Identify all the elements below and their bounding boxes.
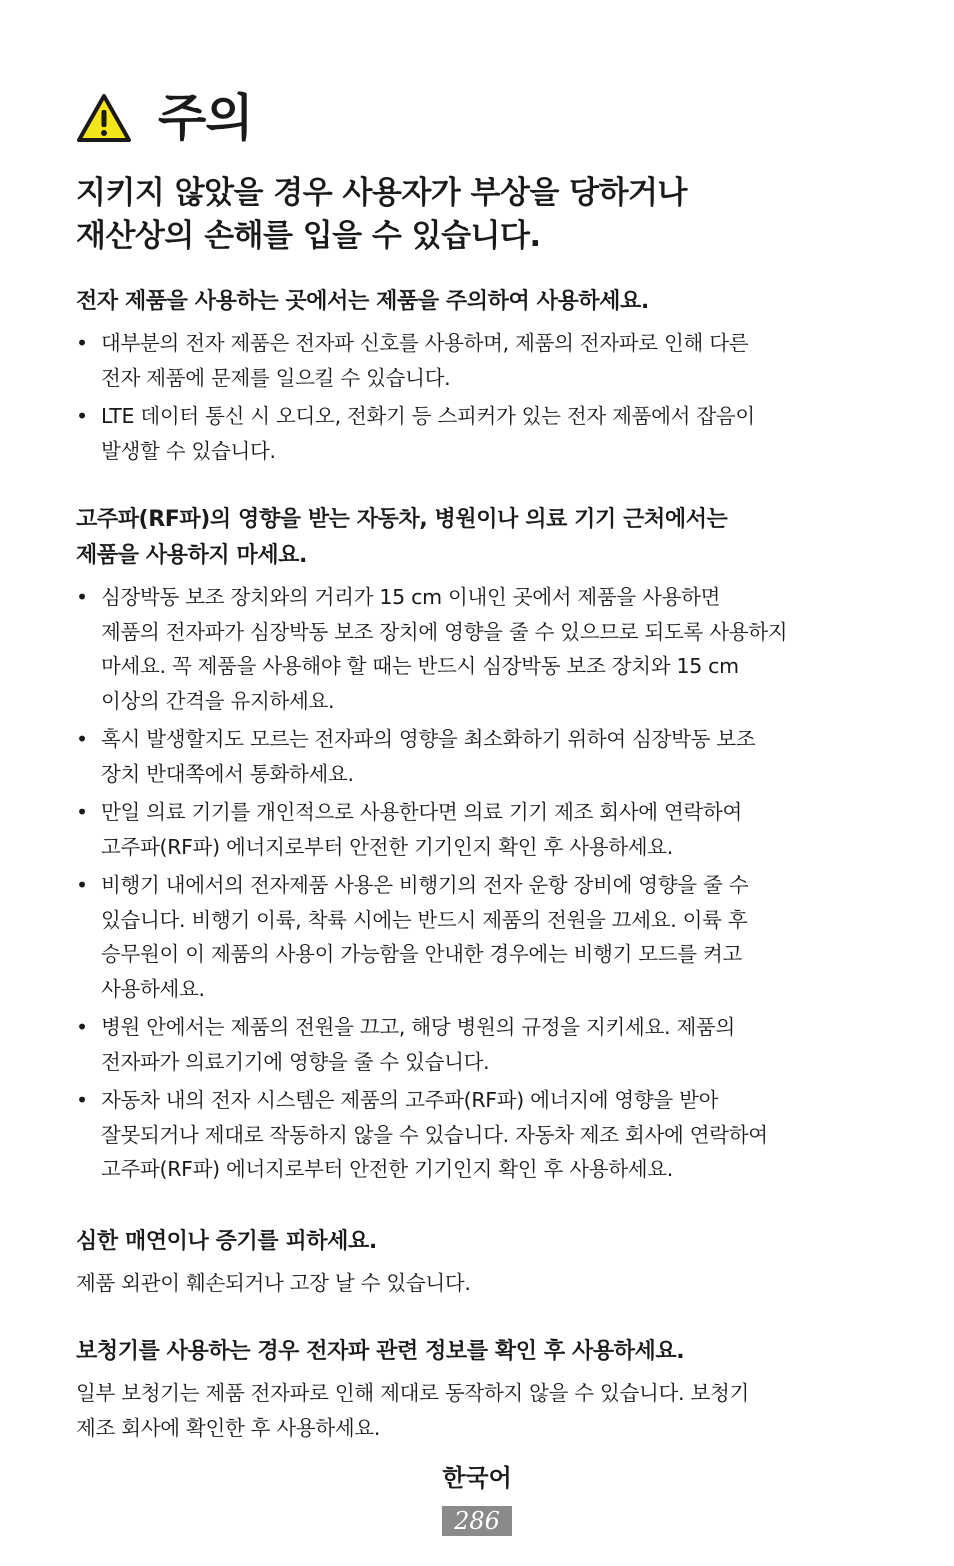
footer-language: 한국어 [442,1464,512,1492]
bullet-list [76,326,876,468]
bullet-dot: • [76,873,88,897]
warning-triangle-icon [76,93,132,143]
bullet-dot: • [76,800,88,824]
lead-line: 지키지 않았을 경우 사용자가 부상을 당하거나 [76,175,687,211]
section-electronic-devices [76,284,876,472]
bullet-item: • 비행기 내에서의 전자제품 사용은 비행기의 전자 운항 장비에 영향을 줄 수 있습니다. 비행기 이륙, 착륙 시에는 반드시 제품의 전원을 끄세요. 이륙 후 승무원이 이 제품의 사용이 가능함을 안내한 경우에는 비행기 모드를 켜고 사용하세요. [76,868,876,1006]
bullet-item: • 혹시 발생할지도 모르는 전자파의 영향을 최소화하기 위하여 심장박동 보조 장치 반대쪽에서 통화하세요. [76,722,876,791]
bullet-dot: • [76,1088,88,1112]
bullet-dot: • [76,331,88,355]
bullet-item: • 자동차 내의 전자 시스템은 제품의 고주파(RF파) 에너지에 영향을 받아 잘못되거나 제대로 작동하지 않을 수 있습니다. 자동차 제조 회사에 연락하여 고주파(RF파) 에너지로부터 안전한 기기인지 확인 후 사용하세요. [76,1083,876,1187]
section-hearing-aid [76,1334,876,1445]
section-paragraph: 일부 보청기는 제품 전자파로 인해 제대로 동작하지 않을 수 있습니다. 보청기 제조 회사에 확인한 후 사용하세요. [76,1381,749,1440]
bullet-dot: • [76,727,88,751]
bullet-dot: • [76,404,88,428]
bullet-item: • 심장박동 보조 장치와의 거리가 15 cm 이내인 곳에서 제품을 사용하면 제품의 전자파가 심장박동 보조 장치에 영향을 줄 수 있으므로 되도록 사용하지 마세요. 꼭 제품을 사용해야 할 때는 반드시 심장박동 보조 장치와 15 cm 이상의 간격을 유지하세요. [76,580,876,718]
bullet-list [76,580,876,1187]
section-heading: 심한 매연이나 증기를 피하세요. [76,1229,377,1254]
bullet-item: • 만일 의료 기기를 개인적으로 사용한다면 의료 기기 제조 회사에 연락하여 고주파(RF파) 에너지로부터 안전한 기기인지 확인 후 사용하세요. [76,795,876,864]
section-rf-influence [76,502,876,1191]
section-heading: 전자 제품을 사용하는 곳에서는 제품을 주의하여 사용하세요. [76,289,649,314]
section-paragraph: 제품 외관이 훼손되거나 고장 날 수 있습니다. [76,1271,471,1295]
lead-statement [76,172,876,258]
bullet-item: • LTE 데이터 통신 시 오디오, 전화기 등 스피커가 있는 전자 제품에서 잡음이 발생할 수 있습니다. [76,399,876,468]
bullet-dot: • [76,585,88,609]
lead-line: 재산상의 손해를 입을 수 있습니다. [76,218,541,254]
page-title: 주의 [158,89,253,147]
bullet-item: • 대부분의 전자 제품은 전자파 신호를 사용하며, 제품의 전자파로 인해 다른 전자 제품에 문제를 일으킬 수 있습니다. [76,326,876,395]
bullet-item: • 병원 안에서는 제품의 전원을 끄고, 해당 병원의 규정을 지키세요. 제품의 전자파가 의료기기에 영향을 줄 수 있습니다. [76,1010,876,1079]
bullet-dot: • [76,1015,88,1039]
page-number-badge: 286 [442,1506,512,1536]
section-heading: 보청기를 사용하는 경우 전자파 관련 정보를 확인 후 사용하세요. [76,1339,685,1364]
section-smoke-vapor [76,1224,876,1301]
caution-header [76,88,253,148]
section-heading: 고주파(RF파)의 영향을 받는 자동차, 병원이나 의료 기기 근처에서는 제품을 사용하지 마세요. [76,507,728,568]
